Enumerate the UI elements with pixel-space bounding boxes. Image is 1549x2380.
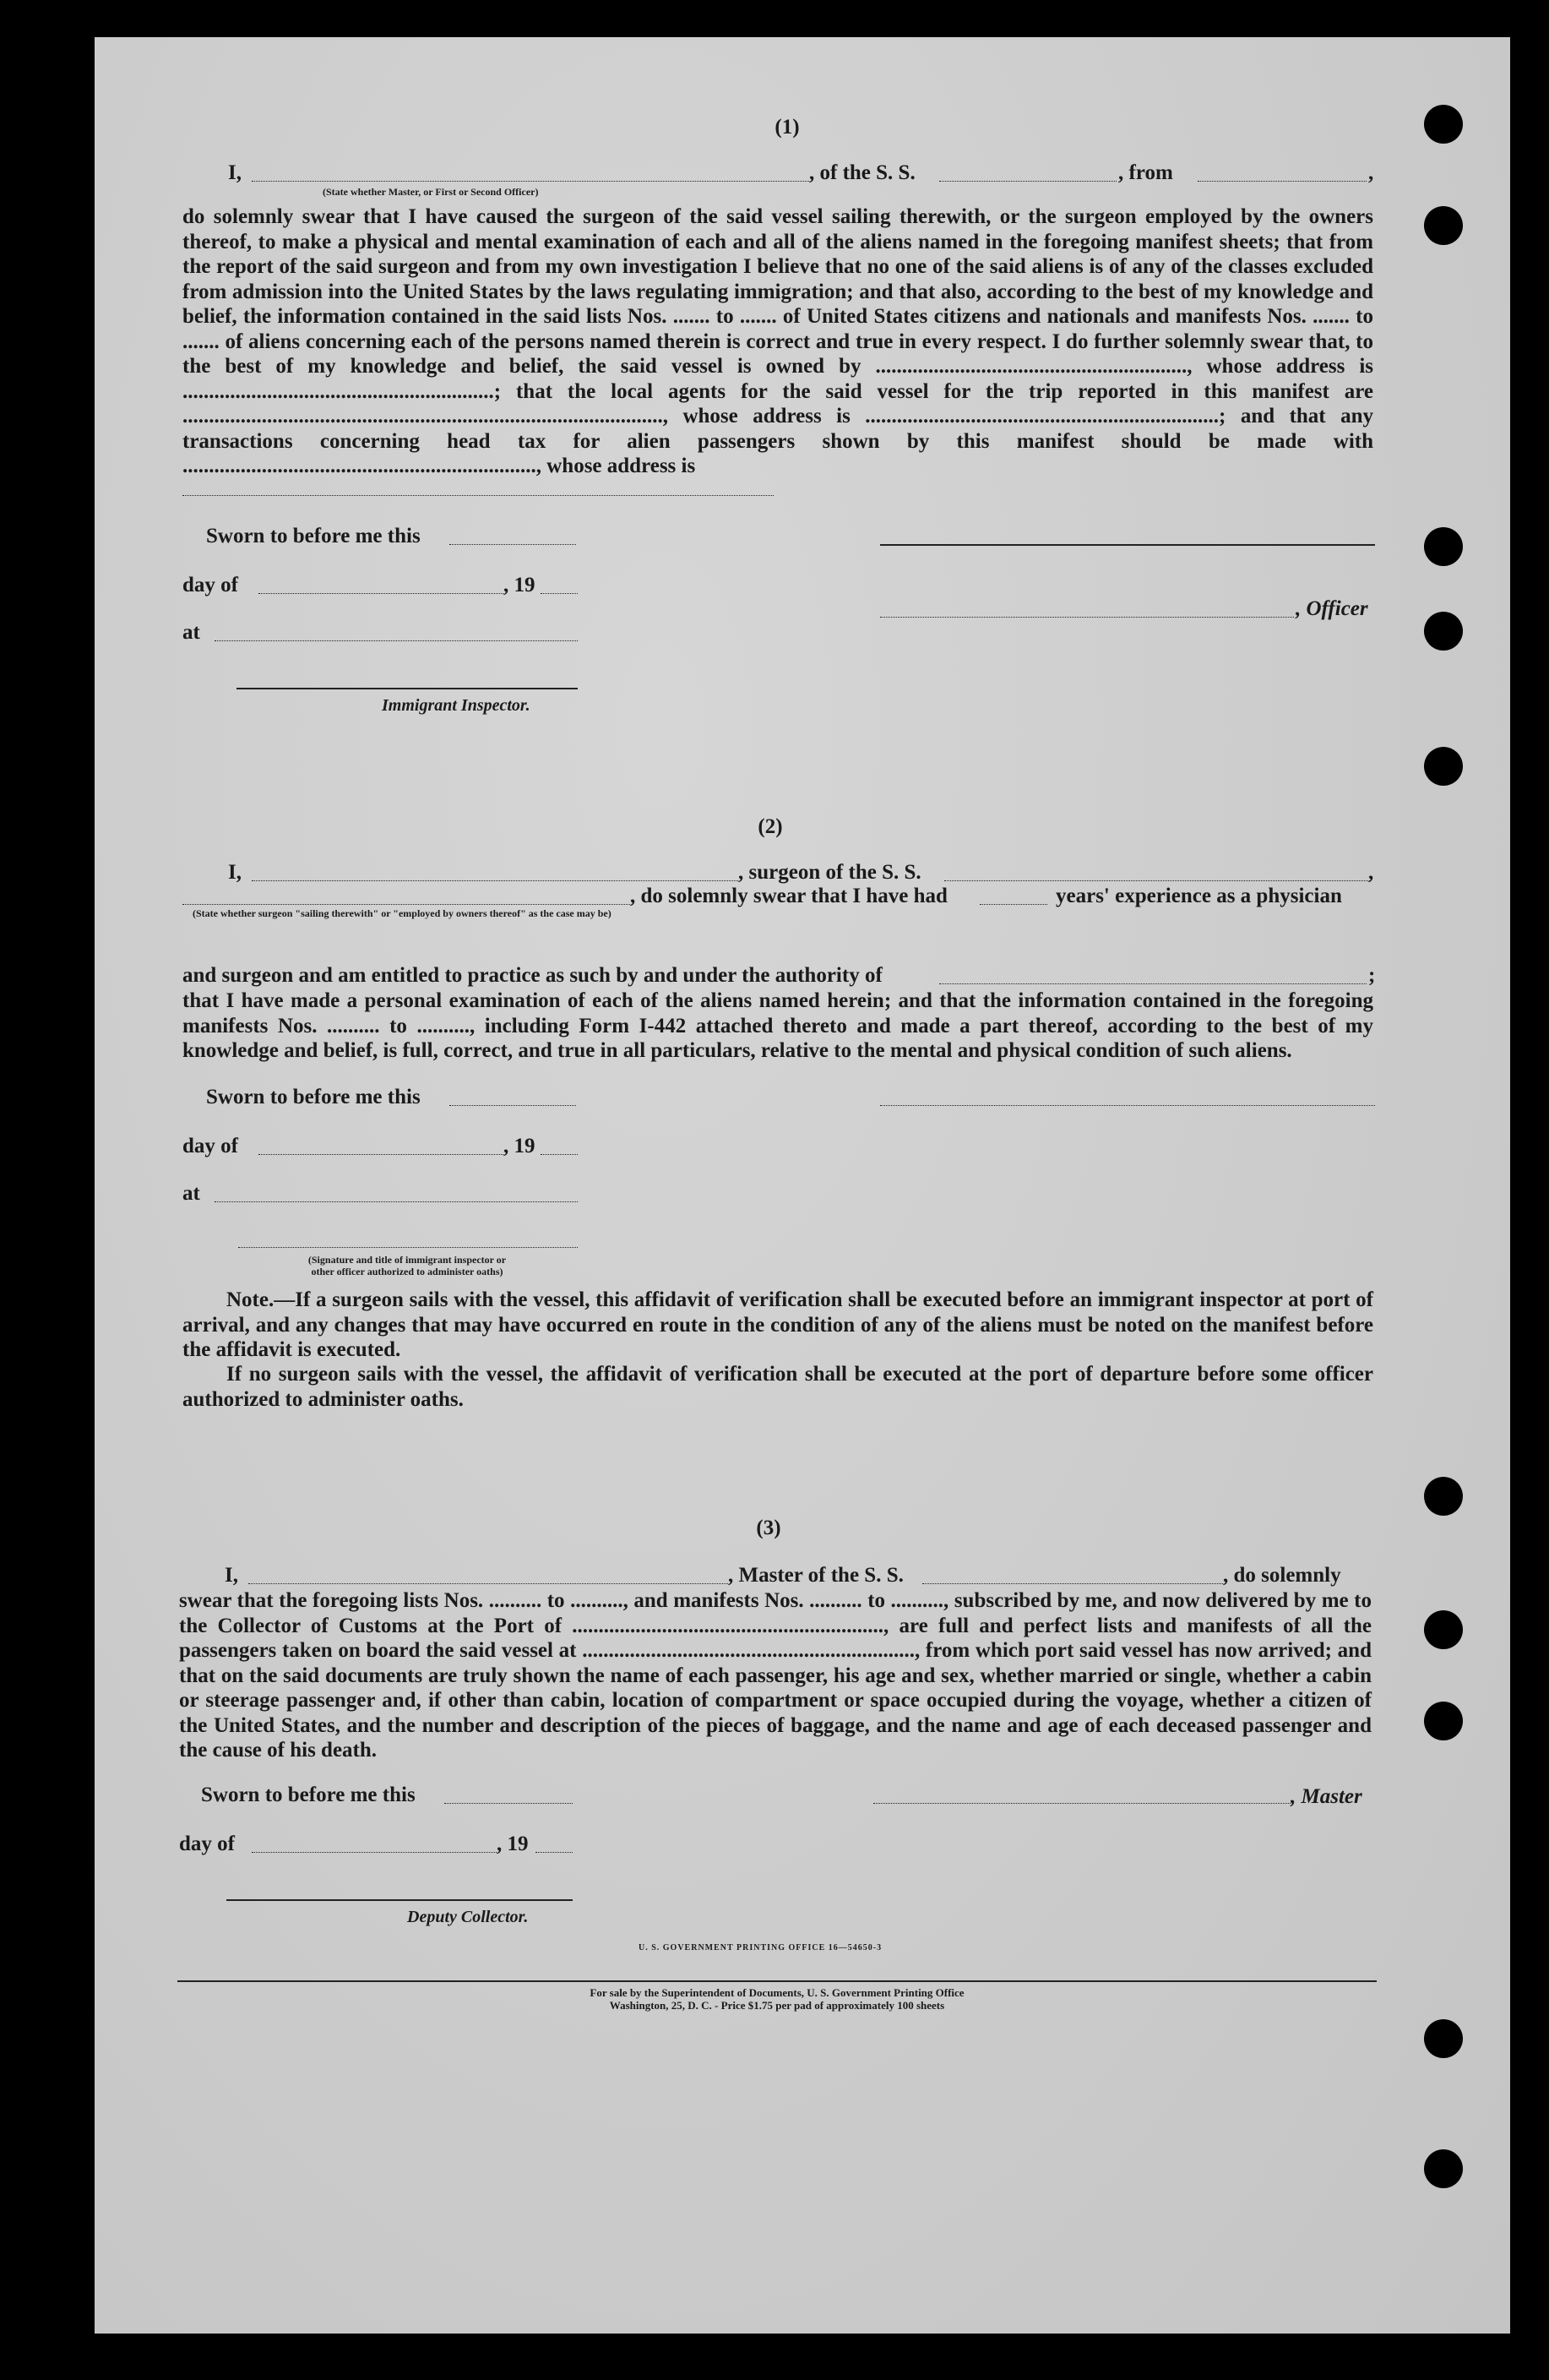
s3-sworn-field[interactable] [444,1803,573,1804]
s1-officer-label: , Officer [1296,597,1368,620]
s1-sworn-label: Sworn to before me this [206,525,421,547]
s2-sworn-field[interactable] [449,1105,576,1106]
s2-sworn-label: Sworn to before me this [206,1086,421,1108]
s1-of-ss: , of the S. S. [809,161,916,184]
s2-i: I, [228,861,242,884]
s2-name-field[interactable] [252,880,738,881]
s2-comma: , [1368,861,1374,884]
footer-sale-2: Washington, 25, D. C. - Price $1.75 per pad of approximately 100 sheets [609,1999,945,2012]
s3-body: swear that the foregoing lists Nos. .......... to .........., and manifests Nos. .......... to .........., subscribed by me, and now delivered by me to the Collector of Customs at the Port of ..........................................................., are full and perfect lists and manifests of all the passengers taken on board the said vessel at ..............................................................., from which port said vessel has now arrived; and that on the said documents are truly shown the name of each passenger, his age and sex, whether married or single, whether a cabin or steerage passenger and, if other than cabin, location of compartment or space occupied during the voyage, whether a citizen of the United States, and the number and description of the pieces of baggage, and the name and age of each deceased passenger and the cause of his death. [179,1589,1372,1762]
s1-vessel-field[interactable] [939,181,1117,182]
binder-hole [1424,105,1463,144]
s1-inspector-sig-line[interactable] [236,688,578,689]
s1-19-label: , 19 [503,574,535,596]
s1-trailing-field[interactable] [182,495,774,496]
section-3-number: (3) [756,1517,781,1539]
s1-officer-sig-line[interactable] [880,544,1375,546]
s2-semicolon: ; [1368,964,1376,987]
s2-sig-note-1: (Signature and title of immigrant inspector or [307,1254,507,1266]
s2-note-body-2: If no surgeon sails with the vessel, the affidavit of verification shall be executed at the port of departure before some officer authorized to administer oaths. [182,1363,1373,1411]
s1-inspector-label: Immigrant Inspector. [382,696,530,715]
s3-solemnly: , do solemnly [1223,1564,1341,1587]
s2-years-field[interactable] [980,904,1047,905]
s2-authority-field[interactable] [939,983,1367,984]
s2-swear: , do solemnly swear that I have had [630,885,948,907]
s3-master-field[interactable] [873,1803,1291,1804]
s2-note-text [182,1288,1373,1363]
binder-hole [1424,2149,1463,2188]
s2-sig-line[interactable] [880,1105,1375,1106]
s1-sworn-field[interactable] [449,544,576,545]
s3-collector-sig-line[interactable] [226,1899,573,1901]
s2-inspector-sig-line[interactable] [238,1247,578,1248]
s2-body: that I have made a personal examination of each of the aliens named herein; and that the information contained in the foregoing manifests Nos. .......... to .........., including Form I-442 attached thereto and made a part thereof, according to the best of my knowledge and belief, is full, correct, and true in all particulars, relative to the mental and physical condition of such aliens. [182,989,1373,1062]
s1-from: , from [1118,161,1173,184]
section-1-number: (1) [774,116,800,139]
s3-name-field[interactable] [248,1583,728,1584]
s2-vessel-field[interactable] [944,880,1370,881]
s1-body: do solemnly swear that I have caused the surgeon of the said vessel sailing therewith, or the surgeon employed by the owners thereof, to make a physical and mental examination of each and all of the aliens named in the foregoing manifest sheets; that from the report of the said surgeon and from my own investigation I believe that no one of the said aliens is of any of the classes excluded from admission into the United States by the laws regulating immigration; and that also, according to the best of my knowledge and belief, the information contained in the said lists Nos. ....... to ....... of United States citizens and nationals and manifests Nos. ....... to ....... of aliens concerning each of the persons named therein is correct and true in every respect. I do further solemnly swear that, to the best of my knowledge and belief, the said vessel is owned by ..........................................................., whose address is ...........................................................; that the local agents for the said vessel for the trip reported in this manifest are ..........................................................................................., whose address is ...................................................................; and that any transactions concerning head tax for alien passengers shown by this manifest should be made with ..................................................................., whose address is [182,205,1373,477]
s2-note-label: Note. [226,1288,274,1311]
s2-note-body: —If a surgeon sails with the vessel, this affidavit of verification shall be executed before an immigrant inspector at port of arrival, and any changes that may have occurred en route in the condition of any of the aliens must be noted on the manifest before the affidavit is executed. [182,1288,1373,1361]
s2-note: (State whether surgeon "sailing therewith" or "employed by owners thereof" as the case may be) [193,907,611,919]
s3-collector-label: Deputy Collector. [407,1908,529,1926]
form-page [95,37,1510,2334]
footer-rule [177,1980,1377,1982]
binder-hole [1424,747,1463,786]
s2-day-field[interactable] [258,1154,503,1155]
s2-at-field[interactable] [215,1201,578,1202]
s1-at-label: at [182,621,200,644]
s1-day-of-label: day of [182,574,238,596]
s2-authority-label: and surgeon and am entitled to practice as such by and under the authority of [182,964,883,987]
binder-hole [1424,612,1463,651]
s3-day-of-label: day of [179,1833,235,1855]
s1-day-field[interactable] [258,593,503,594]
s3-year-field[interactable] [535,1852,573,1853]
binder-hole [1424,1702,1463,1740]
footer-sale-1: For sale by the Superintendent of Documents, U. S. Government Printing Office [590,1986,965,1999]
s3-19-label: , 19 [497,1833,529,1855]
binder-hole [1424,206,1463,245]
s2-note-text2 [182,1362,1373,1412]
s3-day-field[interactable] [252,1852,497,1853]
binder-hole [1424,2019,1463,2058]
s2-19-label: , 19 [503,1135,535,1157]
binder-hole [1424,1610,1463,1649]
s1-from-field[interactable] [1198,181,1367,182]
s2-year-field[interactable] [541,1154,578,1155]
s2-surgeon-of: , surgeon of the S. S. [738,861,921,884]
s1-note: (State whether Master, or First or Second Officer) [323,186,539,198]
s3-sworn-label: Sworn to before me this [201,1784,416,1806]
s1-i: I, [228,161,242,184]
s2-years-label: years' experience as a physician [1056,885,1342,907]
s1-name-field[interactable] [252,181,809,182]
s1-comma: , [1368,161,1374,184]
s2-status-field[interactable] [182,904,630,905]
gpo-imprint: U. S. GOVERNMENT PRINTING OFFICE 16—54650-3 [639,1943,883,1952]
s3-master-label: , Master [1291,1785,1362,1808]
s3-master-of: , Master of the S. S. [728,1564,904,1587]
s2-sig-note-2: other officer authorized to administer oaths) [311,1266,503,1277]
s3-i: I, [225,1564,238,1587]
binder-hole [1424,527,1463,566]
s2-at-label: at [182,1182,200,1205]
s1-at-field[interactable] [215,640,578,641]
s3-vessel-field[interactable] [922,1583,1223,1584]
s2-day-of-label: day of [182,1135,238,1157]
s1-year-field[interactable] [541,593,578,594]
section-2-number: (2) [758,815,783,838]
s1-officer-field[interactable] [880,617,1294,618]
binder-hole [1424,1477,1463,1516]
